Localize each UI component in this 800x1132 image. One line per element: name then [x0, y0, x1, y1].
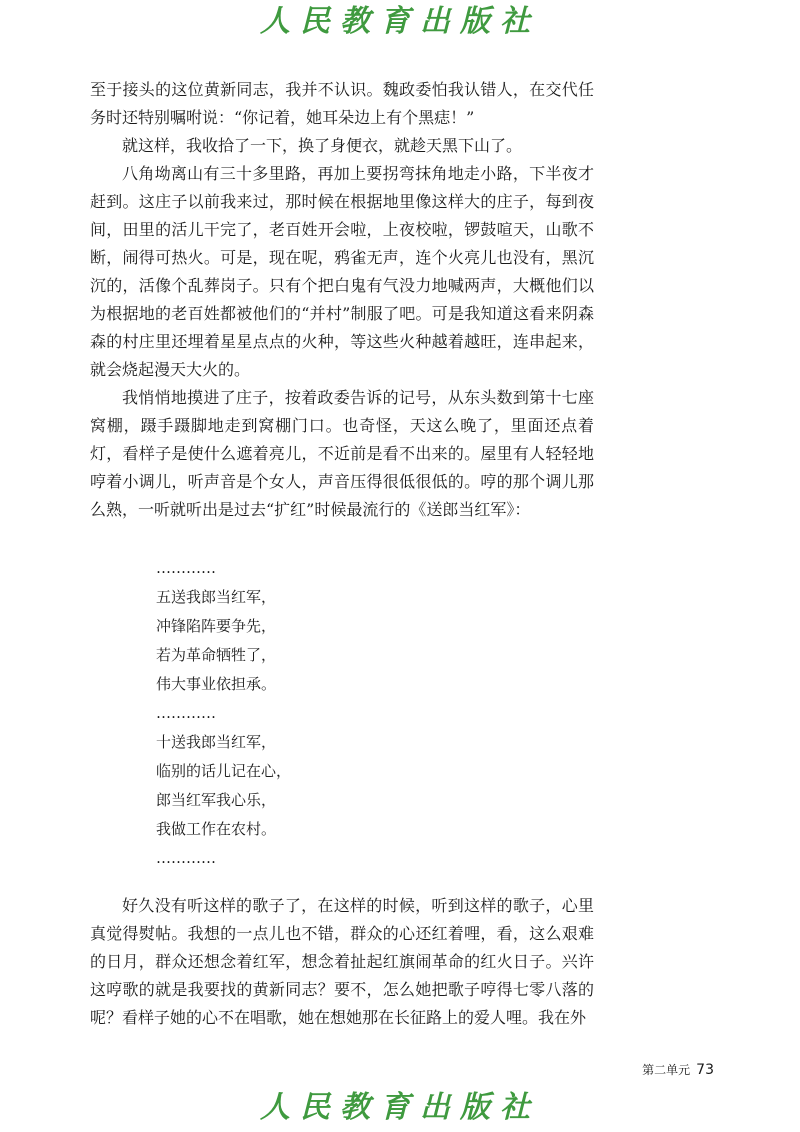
- paragraph: 八角坳离山有三十多里路，再加上要拐弯抹角地走小路，下半夜才赶到。这庄子以前我来过，那时候在根据地里像这样大的庄子，每到夜间，田里的活儿干完了，老百姓开会啦，上夜校啦，锣鼓喧天，山歌不断，闹得可热火。可是，现在呢，鸦雀无声，连个火亮儿也没有，黑沉沉的，活像个乱葬岗子。只有个把白鬼有气没力地喊两声，大概他们以为根据地的老百姓都被他们的“并村”制服了吧。可是我知道这看来阴森森的村庄里还埋着星星点点的火种，等这些火种越着越旺，连串起来，就会烧起漫天大火的。: [90, 164, 594, 379]
- poem-line: 若为革命牺牲了，: [156, 646, 277, 664]
- poem-line: 郎当红军我心乐，: [156, 791, 277, 809]
- poem-line: 五送我郎当红军，: [156, 588, 277, 606]
- paragraph: 我悄悄地摸进了庄子，按着政委告诉的记号，从东头数到第十七座窝棚，蹑手蹑脚地走到窝棚门口。也奇怪，天这么晚了，里面还点着灯，看样子是使什么遮着亮儿，不近前是看不出来的。屋里有人轻轻地哼着小调儿，听声音是个女人，声音压得很低很低的。哼的那个调儿那么熟，一听就听出是过去“扩红”时候最流行的《送郎当红军》：: [90, 388, 594, 519]
- poem-line: 十送我郎当红军，: [156, 733, 277, 751]
- song-lyrics: [156, 554, 556, 873]
- poem-line: 伟大事业依担承。: [156, 675, 277, 693]
- body-section-2: [90, 892, 594, 1032]
- poem-line: …………: [156, 559, 216, 577]
- unit-label: 第二单元: [642, 1063, 691, 1077]
- poem-line: …………: [156, 849, 216, 867]
- poem-line: 冲锋陷阵要争先，: [156, 617, 277, 635]
- poem-line: 我做工作在农村。: [156, 820, 277, 838]
- page-footer: [642, 1060, 714, 1080]
- publisher-watermark-bottom: 人民教育出版社: [260, 1090, 540, 1125]
- paragraph: 就这样，我收拾了一下，换了身便衣，就趁天黑下山了。: [122, 136, 523, 155]
- publisher-watermark-top: 人民教育出版社: [260, 4, 540, 39]
- paragraph: 好久没有听这样的歌子了，在这样的时候，听到这样的歌子，心里真觉得熨帖。我想的一点儿也不错，群众的心还红着哩，看，这么艰难的日月，群众还想念着红军，想念着扯起红旗闹革命的红火日子。兴许这哼歌的就是我要找的黄新同志？要不，怎么她把歌子哼得七零八落的呢？看样子她的心不在唱歌，她在想她那在长征路上的爱人哩。我在外: [90, 896, 594, 1027]
- paragraph: 至于接头的这位黄新同志，我并不认识。魏政委怕我认错人，在交代任务时还特别嘱咐说：“你记着，她耳朵边上有个黑痣！”: [90, 80, 594, 127]
- page-number: 73: [696, 1062, 714, 1078]
- poem-line: 临别的话儿记在心，: [156, 762, 292, 780]
- poem-line: …………: [156, 704, 216, 722]
- body-section-1: [90, 76, 594, 524]
